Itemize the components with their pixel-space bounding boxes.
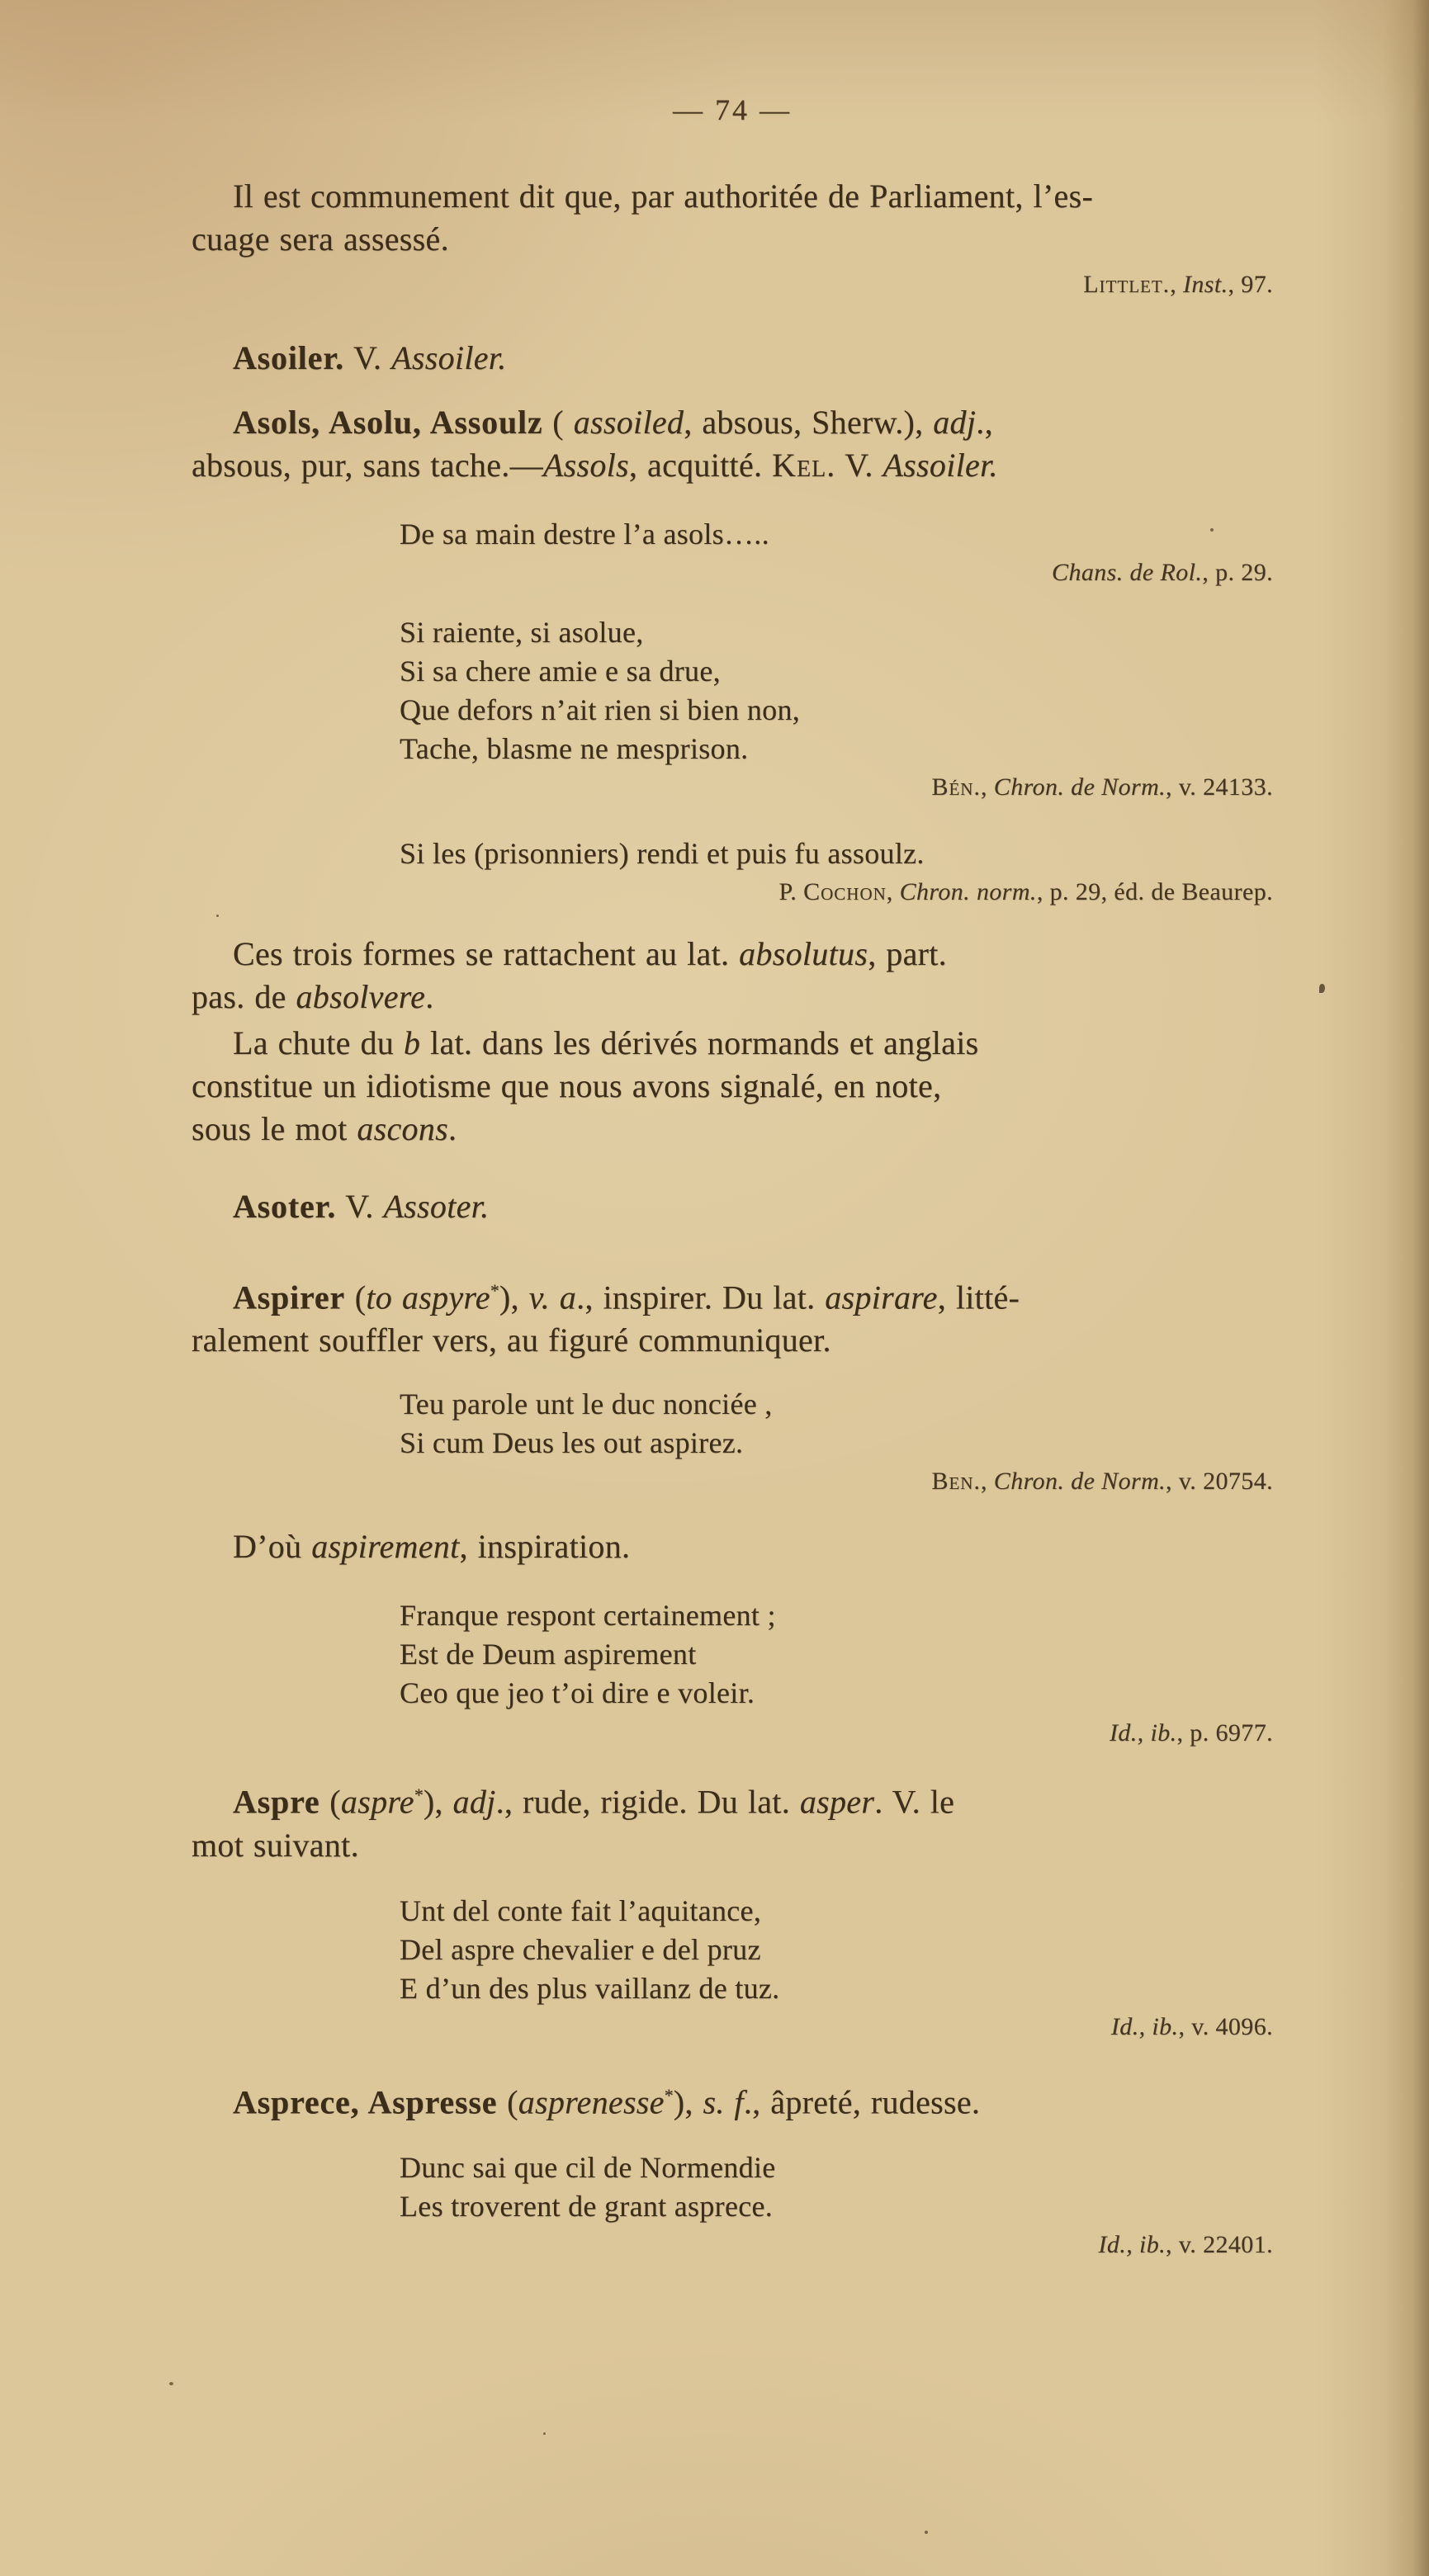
text-segment: mot suivant. <box>192 1826 359 1864</box>
text-segment: Asoter. <box>233 1188 337 1225</box>
text-line <box>192 555 1273 590</box>
text-segment: * <box>664 2084 674 2106</box>
text-segment: Del aspre chevalier e del pruz <box>400 1932 761 1966</box>
text-segment: , v. 24133. <box>1166 773 1273 801</box>
text-segment: . <box>448 1110 457 1147</box>
entry-aspre <box>192 1774 1273 1866</box>
text-segment: asprenesse <box>518 2082 665 2120</box>
text-segment: Il est communement dit que, par authoritée de Parliament, l’es- <box>233 177 1094 215</box>
quote-benoit-24133 <box>192 613 1273 768</box>
text-segment: De sa main destre l’a asols….. <box>400 518 769 551</box>
paper-speck <box>1210 528 1214 532</box>
text-line <box>192 2187 1273 2226</box>
text-segment: cuage sera assessé. <box>192 220 449 258</box>
text-line <box>192 337 1273 380</box>
text-segment: ), <box>673 2082 703 2120</box>
text-segment: Que defors n’ait rien si bien non, <box>400 693 801 726</box>
text-segment: Teu parole unt le duc nonciée , <box>400 1387 773 1421</box>
text-segment: Si les (prisonniers) rendi et puis fu assoulz. <box>400 837 925 870</box>
text-segment: , <box>980 1468 994 1496</box>
text-line <box>192 691 1273 730</box>
text-segment: to aspyre <box>366 1279 490 1316</box>
text-segment: ., âpreté, rudesse. <box>743 2082 981 2120</box>
text-segment: , <box>1170 271 1183 298</box>
text-line <box>192 1385 1273 1424</box>
text-line <box>192 834 1273 873</box>
text-line <box>192 1774 1273 1823</box>
text-segment: b <box>403 1024 421 1061</box>
text-segment: lat. dans les dérivés normands et anglais <box>420 1024 979 1061</box>
text-segment: Inst. <box>1183 271 1228 298</box>
quote-chanson-roland <box>192 515 1273 554</box>
text-line <box>192 613 1273 652</box>
text-line <box>192 1424 1273 1463</box>
text-segment: * <box>490 1280 499 1301</box>
text-segment: ., rude, rigide. Du lat. <box>495 1783 800 1821</box>
text-line <box>192 444 1273 487</box>
text-segment: ascons <box>357 1110 449 1147</box>
text-segment: ), <box>423 1783 453 1821</box>
text-segment: E d’un des plus vaillanz de tuz. <box>400 1971 780 2005</box>
citation-chanson-roland <box>192 555 1273 590</box>
text-segment: Franque respont certainement ; <box>400 1599 776 1633</box>
text-segment: La chute du <box>233 1024 404 1061</box>
text-segment: aspre <box>340 1783 414 1821</box>
text-segment: . <box>425 978 434 1015</box>
text-segment: adj <box>452 1783 496 1821</box>
text-segment: Id., ib. <box>1109 1719 1177 1747</box>
text-segment: , part. <box>868 935 947 972</box>
text-segment: Ceo que jeo t’oi dire e voleir. <box>400 1676 755 1710</box>
text-segment: P. <box>778 878 804 905</box>
entry-asprece <box>192 2074 1273 2124</box>
citation-id-4096 <box>192 2010 1273 2044</box>
citation-benoit-20754 <box>192 1464 1273 1499</box>
text-segment: Chans. de Rol. <box>1052 559 1203 586</box>
text-segment: , <box>980 773 994 801</box>
text-segment: Unt del conte fait l’aquitance, <box>400 1893 762 1927</box>
text-segment: , 97. <box>1228 271 1273 298</box>
text-line <box>192 1635 1273 1674</box>
text-segment: ( <box>497 2082 518 2120</box>
citation-cochon <box>192 875 1273 910</box>
text-line <box>192 1319 1273 1362</box>
text-line <box>192 730 1273 768</box>
text-segment: Id., ib. <box>1098 2230 1166 2258</box>
text-line <box>192 1269 1273 1319</box>
text-segment: Aspirer <box>233 1279 345 1316</box>
quote-benoit-20754 <box>192 1385 1273 1463</box>
text-segment: , v. 4096. <box>1178 2012 1273 2040</box>
page-number: — 74 — <box>673 93 792 126</box>
text-segment: Ben. <box>931 1468 981 1496</box>
text-segment: D’où <box>233 1528 312 1566</box>
text-segment: * <box>414 1784 423 1806</box>
text-segment: aspirare <box>825 1279 938 1316</box>
text-segment: Si raiente, si asolue, <box>400 616 644 649</box>
text-segment: , inspiration. <box>459 1528 631 1566</box>
text-segment: Assoiler. <box>882 447 998 484</box>
entry-asols <box>192 401 1273 487</box>
entry-aspirer <box>192 1269 1273 1362</box>
text-segment: ( <box>344 1279 367 1316</box>
quote-benoit-6977 <box>192 1596 1273 1713</box>
text-segment: Est de Deum aspirement <box>400 1638 697 1671</box>
quote-cochon <box>192 834 1273 873</box>
paper-speck <box>169 2382 173 2385</box>
text-segment: Ces trois formes se rattachent au lat. <box>233 935 740 972</box>
text-segment: adj <box>933 404 977 441</box>
text-segment: pas. de <box>192 978 296 1015</box>
text-segment: Si cum Deus les out aspirez. <box>400 1426 744 1460</box>
text-line <box>192 1824 1273 1867</box>
text-line <box>192 1108 1273 1151</box>
text-line <box>192 515 1273 554</box>
text-line <box>192 401 1273 444</box>
text-segment: ., inspirer. Du lat. <box>576 1279 826 1316</box>
page-content <box>192 175 1273 2262</box>
text-segment: . V. le <box>874 1783 955 1821</box>
entry-asoter <box>192 1185 1273 1228</box>
text-segment: Asols, Asolu, Assoulz <box>233 404 543 441</box>
text-line <box>192 1969 1273 2008</box>
citation-id-22401 <box>192 2228 1273 2262</box>
text-segment: Dunc sai que cil de Normendie <box>400 2150 776 2184</box>
text-segment: , p. 29, éd. de Beaurep. <box>1036 878 1273 905</box>
text-segment: Kel. <box>772 447 836 484</box>
text-segment: s. f <box>703 2082 744 2120</box>
intro-paragraph <box>192 175 1273 261</box>
text-segment: , p. 29. <box>1202 559 1273 586</box>
text-line <box>192 875 1273 910</box>
text-segment: Chron. de Norm. <box>993 773 1166 801</box>
text-segment: ., <box>976 404 993 441</box>
text-segment: constitue un idiotisme que nous avons signalé, en note, <box>192 1067 942 1104</box>
text-segment: Les troverent de grant asprece. <box>400 2189 774 2223</box>
text-segment: Asprece, Aspresse <box>233 2082 498 2120</box>
text-segment: V. <box>343 339 392 376</box>
citation-id-6977 <box>192 1716 1273 1751</box>
text-line <box>192 1022 1273 1065</box>
text-segment: ), <box>499 1279 529 1316</box>
paragraph-ces-trois-formes <box>192 933 1273 1019</box>
text-line <box>192 2074 1273 2124</box>
paper-speck <box>216 915 219 917</box>
text-segment: , v. 22401. <box>1166 2230 1273 2258</box>
text-segment: Assols <box>542 447 629 484</box>
text-line <box>192 1716 1273 1751</box>
text-line <box>192 976 1273 1019</box>
quote-benoit-22401 <box>192 2148 1273 2226</box>
text-segment: V. <box>336 1188 384 1225</box>
text-segment: Assoter. <box>383 1188 490 1225</box>
text-line <box>192 2228 1273 2262</box>
text-line <box>192 2148 1273 2187</box>
text-segment: , <box>886 878 900 905</box>
text-line <box>192 1464 1273 1499</box>
quote-benoit-4096 <box>192 1892 1273 2008</box>
text-segment: Cochon <box>803 878 887 905</box>
citation-benoit-24133 <box>192 770 1273 805</box>
text-line <box>192 2010 1273 2044</box>
text-line <box>192 770 1273 805</box>
text-segment: Assoiler. <box>391 339 507 376</box>
text-line <box>192 1931 1273 1969</box>
text-segment: Littlet. <box>1083 271 1171 298</box>
paper-speck <box>925 2531 928 2534</box>
text-line <box>192 1525 1273 1568</box>
text-line <box>192 218 1273 261</box>
text-line <box>192 267 1273 302</box>
text-segment: absolutus <box>739 935 868 972</box>
text-segment: absolvere <box>296 978 426 1015</box>
text-line <box>192 1596 1273 1635</box>
text-segment: Si sa chere amie e sa drue, <box>400 655 721 688</box>
text-segment: Id., ib. <box>1110 2012 1179 2040</box>
text-segment: , p. 6977. <box>1176 1719 1273 1747</box>
text-segment: Aspre <box>233 1783 320 1821</box>
text-segment: , acquitté. <box>628 447 773 484</box>
text-segment: Chron. norm. <box>899 878 1037 905</box>
text-segment: ralement souffler vers, au figuré communiquer. <box>192 1321 831 1359</box>
entry-asoiler <box>192 337 1273 380</box>
text-segment: , absous, Sherw.), <box>684 404 934 441</box>
text-line <box>192 175 1273 218</box>
citation-littleton <box>192 267 1273 302</box>
paragraph-aspirement <box>192 1525 1273 1568</box>
text-line <box>192 1185 1273 1228</box>
text-line <box>192 1065 1273 1108</box>
text-segment: Tache, blasme ne mesprison. <box>400 732 749 765</box>
text-segment: ( <box>542 404 574 441</box>
text-segment: absous, pur, sans tache.— <box>192 447 543 484</box>
text-segment: aspirement <box>311 1528 460 1566</box>
paragraph-la-chute <box>192 1022 1273 1151</box>
text-line <box>192 1674 1273 1713</box>
text-segment: Bén. <box>931 773 981 801</box>
text-segment: , v. 20754. <box>1166 1468 1273 1496</box>
text-segment: sous le mot <box>192 1110 357 1147</box>
text-segment: Asoiler. <box>233 339 344 376</box>
text-segment: , litté- <box>937 1279 1020 1316</box>
text-segment: ( <box>319 1783 341 1821</box>
text-line <box>192 933 1273 976</box>
text-segment: asper <box>799 1783 875 1821</box>
text-line <box>192 652 1273 691</box>
text-segment: Chron. de Norm. <box>993 1468 1166 1496</box>
text-segment: assoiled <box>573 404 684 441</box>
text-line <box>192 1892 1273 1931</box>
ink-speck <box>1319 984 1325 993</box>
text-segment: V. <box>835 447 883 484</box>
text-segment: v. a <box>528 1279 577 1316</box>
paper-speck <box>543 2432 546 2435</box>
